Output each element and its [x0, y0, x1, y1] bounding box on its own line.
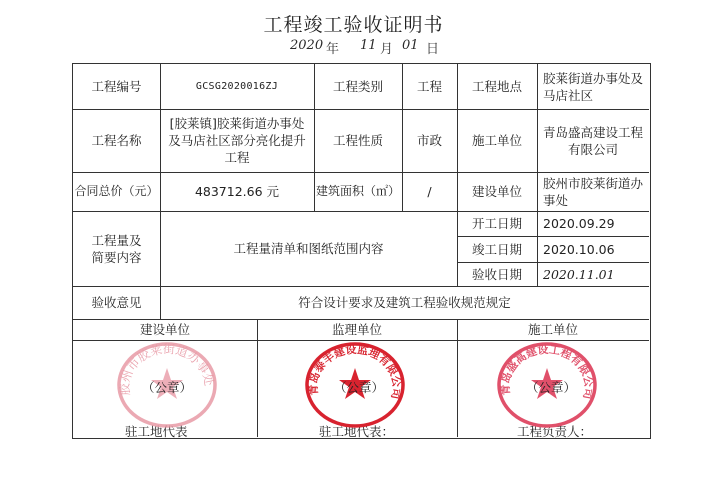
contract-price-value: 483712.66 元 [194, 184, 280, 199]
contractor-sign-header: 施工单位 [527, 322, 578, 337]
location-label: 工程地点 [471, 79, 522, 94]
completion-date-label: 竣工日期 [471, 241, 522, 257]
project-nature-label: 工程性质 [332, 133, 383, 148]
project-type-value: 工程 [416, 79, 442, 94]
location-value: 胶莱街道办事处及马店社区 [543, 70, 644, 103]
owner-seal-note: （公章） [142, 380, 193, 395]
building-area-value: / [427, 184, 432, 199]
completion-date-value: 2020.10.06 [543, 241, 615, 257]
document-date [268, 38, 488, 58]
owner-rep-label: 驻工地代表 [125, 423, 188, 439]
contractor-rep-label: 工程负责人： [517, 423, 593, 439]
opinion-value: 符合设计要求及建筑工程验收规范规定 [298, 295, 511, 310]
building-area-label: 建筑面积（㎡） [315, 184, 400, 198]
acceptance-date-label: 验收日期 [471, 266, 522, 282]
opinion-label: 验收意见 [91, 295, 142, 310]
date-day: 01 [402, 38, 419, 53]
scope-label: 工程量及简要内容 [91, 232, 142, 265]
contractor-value: 青岛盛高建设工程有限公司 [542, 124, 643, 157]
date-month: 11 [360, 38, 377, 53]
project-no-label: 工程编号 [91, 79, 142, 94]
owner-sign-header: 建设单位 [139, 322, 190, 337]
project-name-label: 工程名称 [91, 133, 142, 148]
project-type-label: 工程类别 [332, 79, 383, 94]
supervisor-rep-label: 驻工地代表： [319, 423, 395, 439]
start-date-value: 2020.09.29 [543, 216, 615, 231]
project-nature-value: 市政 [416, 133, 442, 148]
contract-price-label: 合同总价（元） [74, 184, 159, 198]
start-date-label: 开工日期 [471, 216, 522, 231]
owner-label: 建设单位 [471, 184, 522, 199]
owner-value: 胶州市胶莱街道办事处 [543, 175, 644, 208]
date-year-unit: 年 [326, 42, 340, 57]
project-name-value: [胶莱镇]胶莱街道办事处及马店社区部分亮化提升工程 [168, 116, 306, 165]
date-month-unit: 月 [380, 42, 394, 57]
contractor-label: 施工单位 [471, 133, 522, 148]
svg-text:青岛泰丰建设监理有限公司: 青岛泰丰建设监理有限公司 [306, 342, 404, 401]
scope-value: 工程量清单和图纸范围内容 [233, 241, 384, 256]
svg-text:胶州市胶莱街道办事处: 胶州市胶莱街道办事处 [117, 342, 217, 396]
acceptance-date-value: 2020.11.01 [543, 266, 615, 282]
date-year: 2020 [290, 38, 324, 53]
project-no-value: GCSG2020016ZJ [195, 81, 279, 92]
date-day-unit: 日 [426, 42, 440, 57]
supervisor-seal-note: （公章） [334, 380, 385, 395]
contractor-seal-note: （公章） [526, 380, 577, 395]
svg-text:青岛盛高建设工程有限公司: 青岛盛高建设工程有限公司 [498, 342, 596, 401]
supervisor-sign-header: 监理单位 [331, 322, 382, 337]
document-title: 工程竣工验收证明书 [263, 14, 444, 36]
